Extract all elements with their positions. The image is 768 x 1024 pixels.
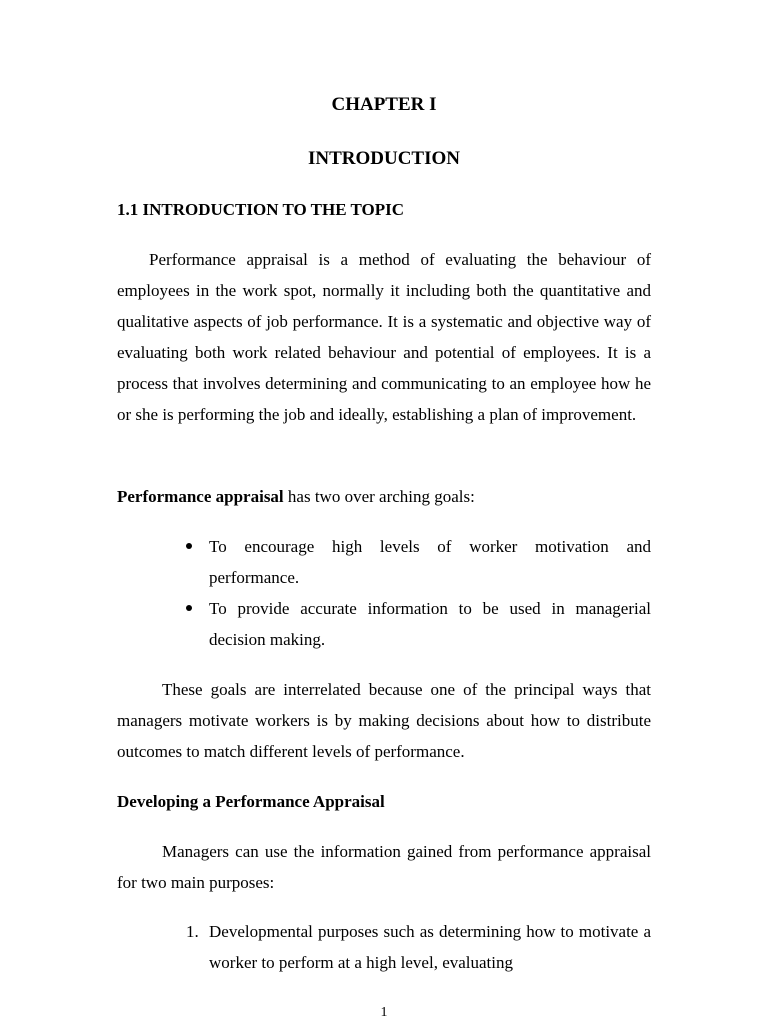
section-title: INTRODUCTION TO THE TOPIC [142, 200, 405, 219]
list-item-text: Developmental purposes such as determining how to motivate a worker to perform at a high level, evaluating [209, 922, 651, 972]
list-item [186, 916, 651, 978]
list-item [186, 593, 651, 655]
list-item-number: 1. [186, 922, 199, 941]
goals-intro-text: has two over arching goals: [283, 487, 475, 506]
purposes-list [186, 916, 651, 978]
interrelated-paragraph: These goals are interrelated because one of the principal ways that managers motivate workers is by making decisions about how to distribute outcomes to match different levels of performance. [117, 680, 651, 761]
intro-paragraph: Performance appraisal is a method of evaluating the behaviour of employees in the work spot, normally it including both the quantitative and qualitative aspects of job performance. It is a systematic and objective way of evaluating both work related behaviour and potential of employees. It is a process that involves determining and communicating to an employee how he or she is performing the job and ideally, establishing a plan of improvement. [117, 250, 651, 424]
chapter-heading: CHAPTER I [331, 94, 437, 115]
list-item-text: To provide accurate information to be used in managerial decision making. [209, 599, 651, 649]
section-number: 1.1 [117, 200, 139, 219]
subheading: Developing a Performance Appraisal [117, 792, 385, 811]
bullet-icon [186, 605, 192, 611]
page-title: INTRODUCTION [307, 148, 461, 169]
managers-paragraph: Managers can use the information gained from performance appraisal for two main purposes: [117, 842, 651, 892]
goals-intro-line [117, 481, 651, 512]
bullet-icon [186, 543, 192, 549]
list-item [186, 531, 651, 593]
goals-bold-term: Performance appraisal [117, 487, 284, 506]
section-heading [117, 199, 404, 221]
list-item-text: To encourage high levels of worker motivation and performance. [209, 537, 651, 587]
page-number: 1 [380, 1005, 388, 1020]
goals-list [186, 531, 651, 655]
